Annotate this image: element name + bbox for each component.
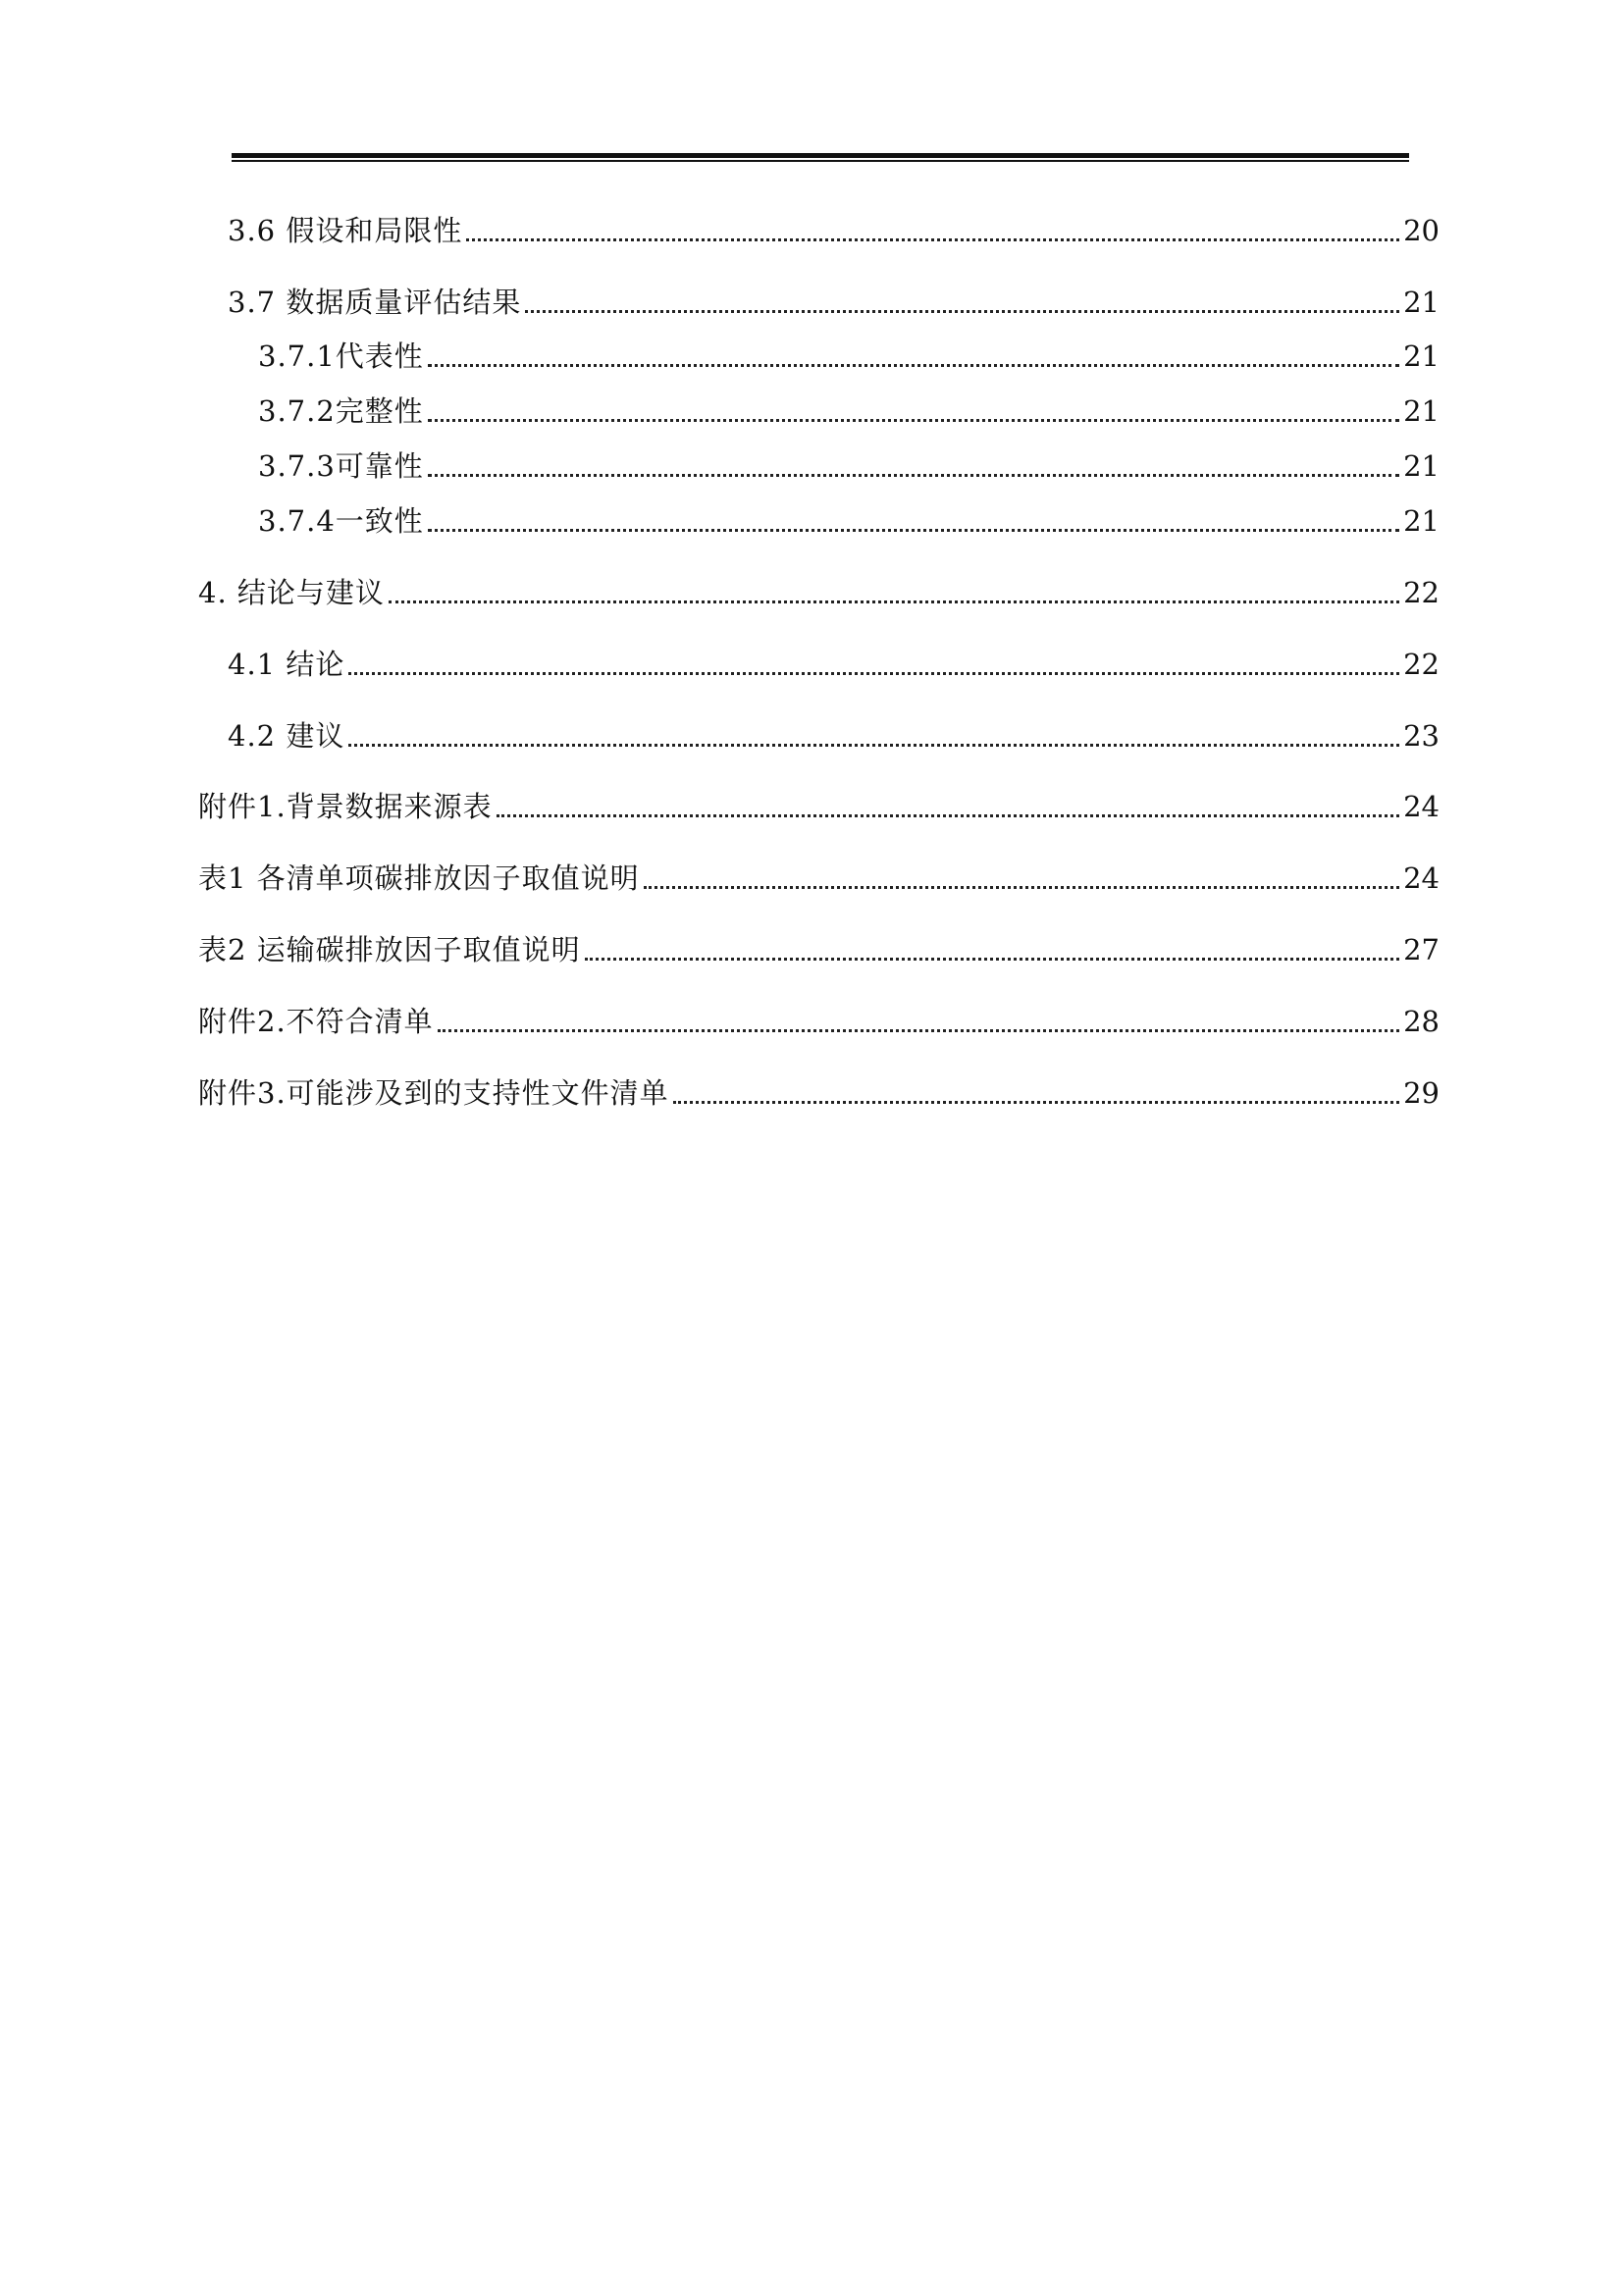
- toc-dot-leader: [428, 501, 1399, 541]
- toc-entry-label: 3.7.1代表性: [258, 339, 424, 373]
- toc-entry-page-number: 21: [1403, 449, 1440, 483]
- toc-entry-page-number: 20: [1403, 214, 1440, 247]
- toc-entry-4-2[interactable]: [228, 716, 1440, 756]
- toc-dot-leader: [525, 283, 1399, 322]
- toc-dot-leader: [389, 573, 1399, 612]
- toc-entry-page-number: 27: [1403, 933, 1440, 966]
- toc-entry-page-number: 22: [1403, 576, 1440, 609]
- toc-entry-page-number: 21: [1403, 394, 1440, 428]
- toc-dot-leader: [497, 787, 1399, 826]
- toc-entry-label: 表2 运输碳排放因子取值说明: [198, 933, 581, 966]
- toc-entry-appendix-1[interactable]: [198, 787, 1440, 826]
- toc-dot-leader: [428, 391, 1399, 431]
- toc-entry-page-number: 22: [1403, 648, 1440, 681]
- toc-entry-label: 表1 各清单项碳排放因子取值说明: [198, 861, 640, 895]
- toc-dot-leader: [348, 716, 1399, 756]
- toc-entry-label: 3.7.2完整性: [258, 394, 424, 428]
- toc-dot-leader: [438, 1002, 1399, 1041]
- toc-entry-table-1[interactable]: [198, 859, 1440, 898]
- toc-dot-leader: [585, 930, 1399, 969]
- header-rule-thin: [232, 160, 1409, 162]
- toc-entry-label: 3.7 数据质量评估结果: [228, 286, 522, 319]
- toc-entry-label: 3.7.4一致性: [258, 504, 424, 538]
- toc-entry-label: 附件1.背景数据来源表: [198, 790, 493, 823]
- toc-entry-table-2[interactable]: [198, 930, 1440, 969]
- toc-dot-leader: [673, 1073, 1399, 1113]
- toc-entry-page-number: 21: [1403, 339, 1440, 373]
- toc-entry-appendix-2[interactable]: [198, 1002, 1440, 1041]
- toc-entry-appendix-3[interactable]: [198, 1073, 1440, 1113]
- toc-entry-3-7-1[interactable]: [258, 337, 1440, 376]
- toc-dot-leader: [466, 211, 1399, 250]
- toc-entry-label: 4. 结论与建议: [198, 576, 385, 609]
- toc-entry-4[interactable]: [198, 573, 1440, 612]
- toc-entry-page-number: 29: [1403, 1076, 1440, 1110]
- toc-entry-3-6[interactable]: [228, 211, 1440, 250]
- toc-dot-leader: [428, 337, 1399, 376]
- toc-entry-page-number: 24: [1403, 790, 1440, 823]
- toc-entry-label: 3.7.3可靠性: [258, 449, 424, 483]
- toc-entry-label: 附件2.不符合清单: [198, 1005, 434, 1038]
- toc-dot-leader: [644, 859, 1399, 898]
- toc-entry-3-7-4[interactable]: [258, 501, 1440, 541]
- toc-dot-leader: [348, 645, 1399, 684]
- toc-entry-page-number: 23: [1403, 719, 1440, 753]
- toc-entry-3-7-2[interactable]: [258, 391, 1440, 431]
- toc-entry-page-number: 24: [1403, 861, 1440, 895]
- toc-entry-label: 4.2 建议: [228, 719, 345, 753]
- header-rule-thick: [232, 153, 1409, 158]
- toc-entry-4-1[interactable]: [228, 645, 1440, 684]
- toc-entry-page-number: 28: [1403, 1005, 1440, 1038]
- toc-entry-label: 3.6 假设和局限性: [228, 214, 463, 247]
- toc-entry-page-number: 21: [1403, 286, 1440, 319]
- toc-entry-page-number: 21: [1403, 504, 1440, 538]
- toc-entry-label: 4.1 结论: [228, 648, 345, 681]
- toc-entry-3-7[interactable]: [228, 283, 1440, 322]
- toc-dot-leader: [428, 446, 1399, 486]
- toc-entry-3-7-3[interactable]: [258, 446, 1440, 486]
- header-rule: [232, 153, 1409, 163]
- toc-entry-label: 附件3.可能涉及到的支持性文件清单: [198, 1076, 669, 1110]
